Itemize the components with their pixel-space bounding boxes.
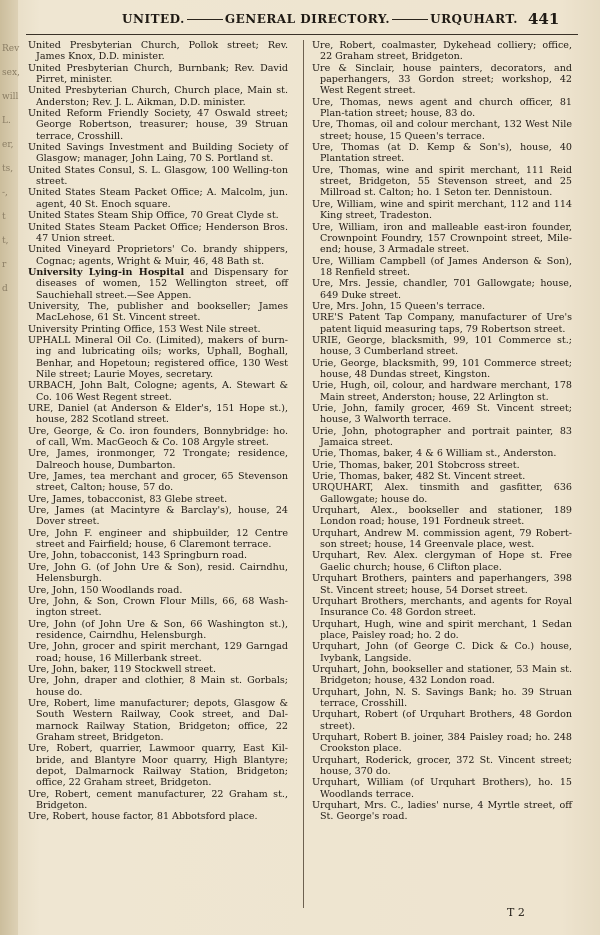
directory-entry: URE, Daniel (at Anderson & Elder's, 151 Hope st.), house, 282 Scotland street. xyxy=(28,403,288,426)
directory-entry: Ure, Robert, lime manufacturer; depots, Glasgow & South Western Railway, Cook street, and Dal-marnock Railway Station, Bridgeton; office, 22 Graham street, Bridgeton. xyxy=(28,697,288,743)
directory-entry: URE'S Patent Tap Company, manufacturer of Ure's patent liquid measuring taps, 79 Robertson street. xyxy=(312,312,572,335)
directory-entry: Urquhart, John (of George C. Dick & Co.) house, Ivybank, Langside. xyxy=(312,641,572,664)
directory-entry: Ure & Sinclair, house painters, decorators, and paperhangers, 33 Gordon street; workshop, 42 West Regent street. xyxy=(312,62,572,97)
directory-entry: Urie, John, photographer and portrait painter, 83 Jamaica street. xyxy=(312,425,572,449)
directory-entry: Urie, Thomas, baker, 201 Stobcross street. xyxy=(312,459,520,471)
directory-entry: University Printing Office, 153 West Nile street. xyxy=(28,323,261,335)
header-rule-right xyxy=(392,19,428,20)
directory-entry: Urie, George, blacksmith, 99, 101 Commerce street; house, 48 Dundas street, Kingston. xyxy=(312,357,572,380)
directory-entry: University, The, publisher and bookseller; James MacLehose, 61 St. Vincent street. xyxy=(28,300,288,324)
gutter-fragment: Rev xyxy=(2,44,20,54)
directory-entry: United Vineyard Proprietors' Co. brandy shippers, Cognac; agents, Wright & Muir, 46, 48 Bath st. xyxy=(28,244,288,267)
directory-entry: Ure, William, wine and spirit merchant, 112 and 114 King street, Tradeston. xyxy=(312,198,572,222)
page-number: 441 xyxy=(528,10,560,28)
header-right: URQUHART. xyxy=(430,12,518,26)
gutter-fragment: L. xyxy=(2,116,11,126)
directory-entry: Ure, William, iron and malleable east-iron founder, Crownpoint Foundry, 157 Crownpoint street, Mile-end; house, 3 Armadale street. xyxy=(312,221,572,256)
directory-entry: United States Steam Ship Office, 70 Great Clyde st. xyxy=(28,210,279,222)
directory-entry: Urie, John, family grocer, 469 St. Vincent street; house, 3 Walworth terrace. xyxy=(312,403,572,426)
directory-entry: Ure, Thomas, news agent and church officer, 81 Plan-tation street; house, 83 do. xyxy=(312,96,572,120)
header-rule xyxy=(26,34,578,35)
directory-entry: Ure, Robert, coalmaster, Dykehead colliery; office, 22 Graham street, Bridgeton. xyxy=(312,40,572,63)
binding-gutter xyxy=(0,0,18,935)
gutter-fragment: r xyxy=(2,260,7,270)
gutter-fragment: t xyxy=(2,212,6,222)
directory-entry: Urquhart, Andrew M. commission agent, 79 Robert-son street; house, 14 Greenvale place, west. xyxy=(312,527,572,551)
directory-entry: URBACH, John Balt, Cologne; agents, A. Stewart & Co. 106 West Regent street. xyxy=(28,380,288,403)
gutter-fragment: sex, xyxy=(2,68,20,78)
directory-entry: Urie, Hugh, oil, colour, and hardware merchant, 178 Main street, Anderston; house, 22 Arlington st. xyxy=(312,380,572,403)
directory-entry: URIE, George, blacksmith, 99, 101 Commerce st.; house, 3 Cumberland street. xyxy=(312,334,572,358)
gutter-fragment: ts, xyxy=(2,164,14,174)
directory-entry: Ure, John, grocer and spirit merchant, 129 Garngad road; house, 16 Millerbank street. xyxy=(28,641,288,664)
directory-entry: Ure, James, tobacconist, 83 Glebe street. xyxy=(28,493,228,505)
directory-entry: Urquhart Brothers, merchants, and agents for Royal Insurance Co. 48 Gordon street. xyxy=(312,595,572,619)
directory-entry: Urie, Thomas, baker, 4 & 6 William st., Anderston. xyxy=(312,448,557,460)
gutter-fragment: t, xyxy=(2,236,9,246)
directory-entry: Ure, Robert, cement manufacturer, 22 Graham st., Bridgeton. xyxy=(28,788,288,812)
directory-entry: United Savings Investment and Building Society of Glasgow; manager, John Laing, 70 S. Portland st. xyxy=(28,142,288,165)
right-column xyxy=(312,40,572,823)
directory-entry: Ure, Robert, quarrier, Lawmoor quarry, East Kil-bride, and Blantyre Moor quarry, High Blantyre; depot, Dalmarnock Railway Station, Bridgeton; office, 22 Graham street, Bridgeton. xyxy=(28,743,288,789)
gutter-fragment: -, xyxy=(2,188,8,198)
directory-entry: United States Steam Packet Office; A. Malcolm, jun. agent, 40 St. Enoch square. xyxy=(28,187,288,210)
directory-entry: Urquhart, Hugh, wine and spirit merchant, 1 Sedan place, Paisley road; ho. 2 do. xyxy=(312,618,572,641)
header-left: UNITED. xyxy=(122,12,185,26)
column-divider xyxy=(303,40,304,908)
directory-entry: Ure, Thomas, wine and spirit merchant, 111 Reid street, Bridgeton, 55 Stevenson street, and 25 Millroad st. Calton; ho. 1 Seton ter. Dennistoun. xyxy=(312,164,572,199)
directory-entry: Ure, Thomas, oil and colour merchant, 132 West Nile street; house, 15 Queen's terrace. xyxy=(312,119,572,142)
directory-entry: Urquhart, Robert B. joiner, 384 Paisley road; ho. 248 Crookston place. xyxy=(312,731,572,755)
signature-mark: T 2 xyxy=(507,906,525,919)
directory-entry: United States Steam Packet Office; Henderson Bros. 47 Union street. xyxy=(28,221,288,244)
directory-entry: United Presbyterian Church, Burnbank; Rev. David Pirret, minister. xyxy=(28,62,288,86)
directory-entry: URQUHART, Alex. tinsmith and gasfitter, 636 Gallowgate; house do. xyxy=(312,482,572,505)
directory-entry: Urquhart, Roderick, grocer, 372 St. Vincent street; house, 370 do. xyxy=(312,754,572,777)
directory-entry: Urquhart, Robert (of Urquhart Brothers, 48 Gordon street). xyxy=(312,709,572,732)
directory-entry: Ure, John, tobacconist, 143 Springburn road. xyxy=(28,550,248,562)
directory-entry: United States Consul, S. L. Glasgow, 100 Welling-ton street. xyxy=(28,164,288,188)
directory-entry: Urquhart, Mrs. C., ladies' nurse, 4 Myrtle street, off St. George's road. xyxy=(312,800,572,823)
directory-entry: United Reform Friendly Society, 47 Oswald street; George Robertson, treasurer; house, 39 Struan terrace, Crosshill. xyxy=(28,108,288,142)
directory-entry: United Presbyterian Church, Church place, Main st. Anderston; Rev. J. L. Aikman, D.D. minister. xyxy=(28,85,288,108)
directory-entry: Ure, John, 150 Woodlands road. xyxy=(28,584,183,596)
directory-entry: Ure, John (of John Ure & Son, 66 Washington st.), residence, Cairndhu, Helensburgh. xyxy=(28,618,288,641)
directory-entry: Ure, John, draper and clothier, 8 Main st. Gorbals; house do. xyxy=(28,675,288,698)
directory-entry: Ure, Robert, house factor, 81 Abbotsford place. xyxy=(28,811,258,823)
directory-entry: Urquhart, Rev. Alex. clergyman of Hope st. Free Gaelic church; house, 6 Clifton place. xyxy=(312,550,572,573)
directory-entry: Urquhart, Alex., bookseller and stationer, 189 London road; house, 191 Fordneuk street. xyxy=(312,505,572,528)
directory-entry: Ure, Thomas (at D. Kemp & Son's), house, 40 Plantation street. xyxy=(312,142,572,165)
directory-entry: Ure, James, ironmonger, 72 Trongate; residence, Dalreoch house, Dumbarton. xyxy=(28,448,288,471)
directory-entry: United Presbyterian Church, Pollok street; Rev. James Knox, D.D. minister. xyxy=(28,40,288,63)
left-column xyxy=(28,40,288,823)
directory-entry: Urquhart, William (of Urquhart Brothers), ho. 15 Woodlands terrace. xyxy=(312,777,572,800)
directory-entry: Urie, Thomas, baker, 482 St. Vincent street. xyxy=(312,471,526,483)
directory-entry: Ure, John G. (of John Ure & Son), resid. Cairndhu, Helensburgh. xyxy=(28,561,288,585)
directory-entry: Urquhart, John, N. S. Savings Bank; ho. 39 Struan terrace, Crosshill. xyxy=(312,686,572,709)
directory-entry: Ure, Mrs. Jessie, chandler, 701 Gallowgate; house, 649 Duke street. xyxy=(312,278,572,301)
directory-entry: University Lying-in Hospital and Dispensary for diseases of women, 152 Wellington street, off Sauchiehall street.—See Appen. xyxy=(28,266,288,301)
directory-entry: Ure, William Campbell (of James Anderson & Son), 18 Renfield street. xyxy=(312,255,572,278)
header-rule-left xyxy=(187,19,223,20)
directory-entry: Urquhart Brothers, painters and paperhangers, 398 St. Vincent street; house, 54 Dorset street. xyxy=(312,573,572,596)
directory-entry: UPHALL Mineral Oil Co. (Limited), makers of burn-ing and lubricating oils; works, Uphall, Boghall, Benhar, and Hopetoun; registered office, 130 West Nile street; Laurie Moyes, secretary. xyxy=(28,334,288,380)
gutter-fragment: d xyxy=(2,284,8,294)
directory-entry: Ure, John, & Son, Crown Flour Mills, 66, 68 Wash-ington street. xyxy=(28,595,288,619)
directory-entry: Ure, John, baker, 119 Stockwell street. xyxy=(28,663,217,675)
directory-entry: Ure, John F. engineer and shipbuilder, 12 Centre street and Fairfield; house, 6 Claremont terrace. xyxy=(28,527,288,551)
header-center: GENERAL DIRECTORY. xyxy=(224,12,391,26)
directory-entry: Ure, George, & Co. iron founders, Bonnybridge: ho. of call, Wm. MacGeoch & Co. 108 Argyle street. xyxy=(28,425,288,449)
directory-entry: Ure, James, tea merchant and grocer, 65 Stevenson street, Calton; house, 57 do. xyxy=(28,471,288,494)
directory-entry: Ure, Mrs. John, 15 Queen's terrace. xyxy=(312,300,486,312)
running-header xyxy=(90,12,550,30)
directory-entry: Ure, James (at Macintyre & Barclay's), house, 24 Dover street. xyxy=(28,505,288,528)
gutter-fragment: er, xyxy=(2,140,14,150)
gutter-fragment: will xyxy=(2,92,19,102)
directory-entry: Urquhart, John, bookseller and stationer, 53 Main st. Bridgeton; house, 432 London road. xyxy=(312,663,572,687)
